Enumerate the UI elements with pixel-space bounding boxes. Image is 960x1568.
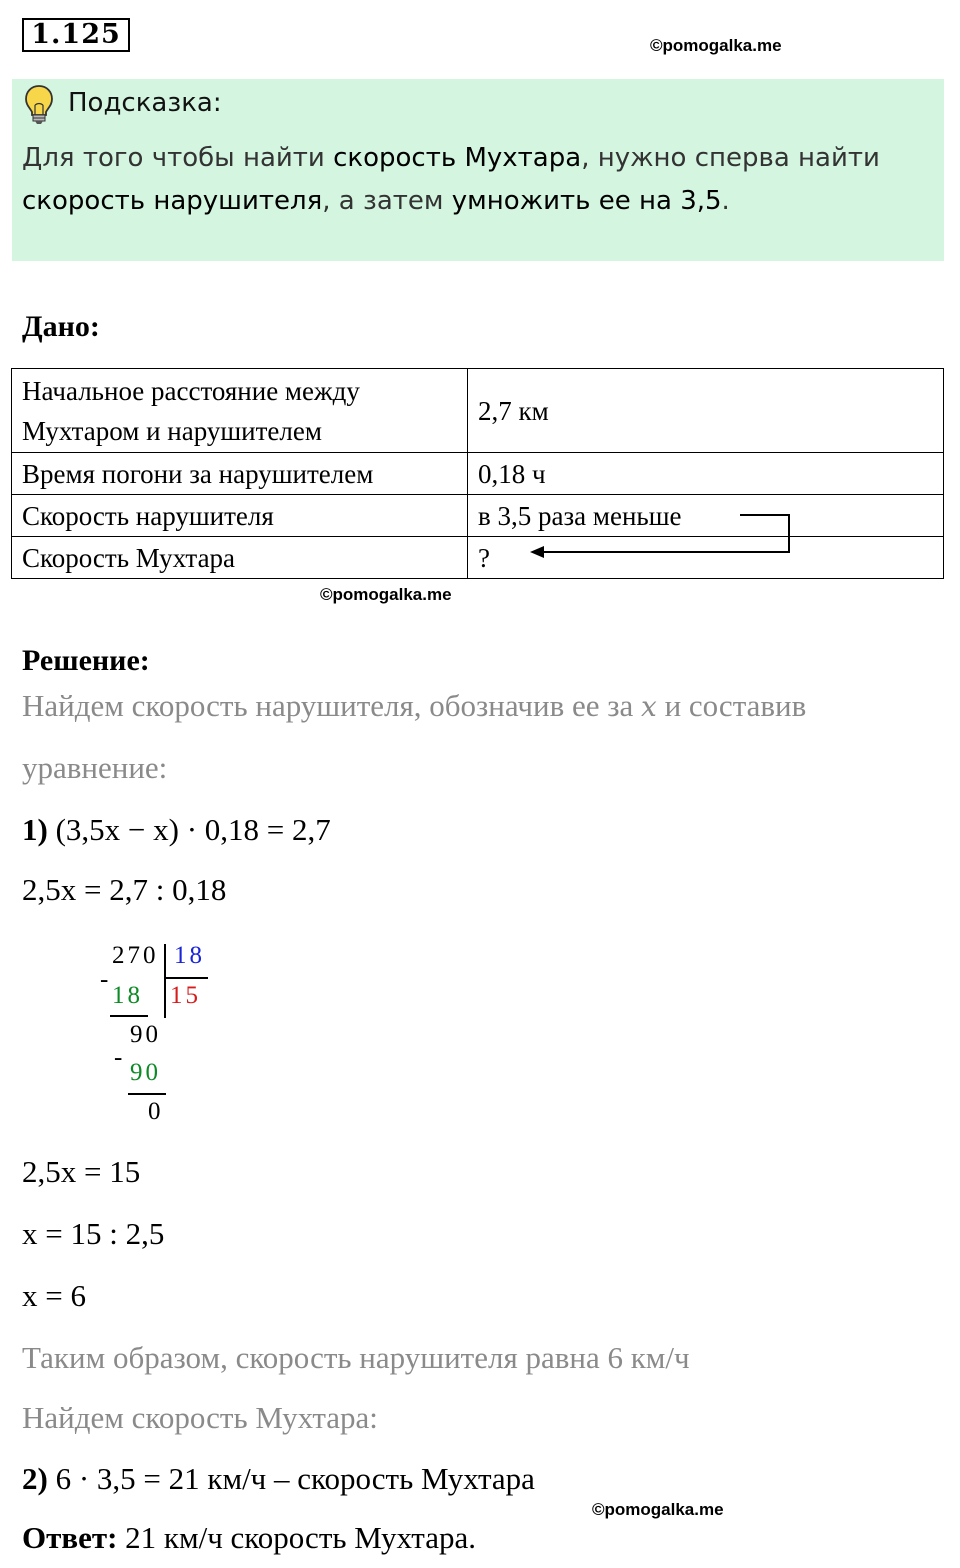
minus-sign: - xyxy=(100,966,112,993)
step-1 xyxy=(22,812,331,848)
hint-keyword: скорость нарушителя xyxy=(22,186,323,216)
equation: (3,5x − x) · 0,18 = 2,7 xyxy=(55,812,331,847)
hint-part: . xyxy=(721,186,730,216)
equation: 6 · 3,5 = 21 км/ч – скорость Мухтара xyxy=(55,1461,535,1496)
given-heading: Дано: xyxy=(22,310,100,343)
find-muhtar-text: Найдем скорость Мухтара: xyxy=(22,1400,378,1435)
variable-x: x xyxy=(641,690,657,723)
intro-text: и составив xyxy=(656,688,807,723)
given-value: в 3,5 раза меньше xyxy=(468,495,944,537)
relation-arrow-icon xyxy=(520,505,800,560)
division-remainder: 90 xyxy=(130,1021,161,1048)
solution-heading: Решение: xyxy=(22,644,150,677)
hint-keyword: умножить ее на 3,5 xyxy=(451,186,722,216)
table-row xyxy=(12,453,944,495)
division-quotient: 15 xyxy=(170,982,201,1009)
division-remainder: 0 xyxy=(148,1098,164,1125)
given-label: Начальное расстояние между Мухтаром и нарушителем xyxy=(12,369,468,453)
given-label: Время погони за нарушителем xyxy=(12,453,468,495)
equation-3: 2,5x = 15 xyxy=(22,1154,141,1189)
hint-part: Для того чтобы найти xyxy=(22,143,334,173)
division-dividend: 270 xyxy=(112,942,159,969)
given-label: Скорость нарушителя xyxy=(12,495,468,537)
hint-keyword: скорость Мухтара xyxy=(333,143,582,173)
given-label: Скорость Мухтара xyxy=(12,537,468,579)
minus-sign: - xyxy=(114,1044,126,1071)
intro-text: Найдем скорость нарушителя, обозначив ее за xyxy=(22,688,642,723)
conclusion-1: Таким образом, скорость нарушителя равна 6 км/ч xyxy=(22,1340,690,1375)
answer xyxy=(22,1520,476,1556)
task-number: 1.125 xyxy=(22,18,130,52)
table-row xyxy=(12,369,944,453)
equation-5: x = 6 xyxy=(22,1278,86,1313)
division-underline xyxy=(110,1015,148,1017)
division-subtrahend: 90 xyxy=(130,1059,161,1086)
solution-intro-line2: уравнение: xyxy=(22,750,168,785)
equation-4: x = 15 : 2,5 xyxy=(22,1216,165,1251)
step-label: 2) xyxy=(22,1461,48,1496)
watermark-middle: ©pomogalka.me xyxy=(320,585,452,604)
given-value: ? xyxy=(468,537,944,579)
division-vertical-line xyxy=(164,944,166,1018)
table-row xyxy=(12,537,944,579)
division-divisor: 18 xyxy=(174,942,205,969)
hint-part: , нужно сперва найти xyxy=(581,143,880,173)
given-value: 0,18 ч xyxy=(468,453,944,495)
hint-part: , а затем xyxy=(322,186,452,216)
lightbulb-icon xyxy=(24,84,54,126)
division-quotient-line xyxy=(166,977,208,979)
answer-text: 21 км/ч скорость Мухтара. xyxy=(125,1520,476,1555)
hint-text xyxy=(22,137,937,223)
answer-label: Ответ: xyxy=(22,1520,118,1555)
given-table xyxy=(11,368,944,579)
given-value: 2,7 км xyxy=(468,369,944,453)
equation-2: 2,5x = 2,7 : 0,18 xyxy=(22,872,227,907)
table-row xyxy=(12,495,944,537)
step-label: 1) xyxy=(22,812,48,847)
solution-intro xyxy=(22,688,806,724)
watermark-bottom: ©pomogalka.me xyxy=(592,1500,724,1519)
division-underline xyxy=(128,1093,166,1095)
hint-title: Подсказка: xyxy=(68,88,222,118)
watermark-top: ©pomogalka.me xyxy=(650,36,782,55)
step-2 xyxy=(22,1461,535,1497)
division-subtrahend: 18 xyxy=(112,982,143,1009)
